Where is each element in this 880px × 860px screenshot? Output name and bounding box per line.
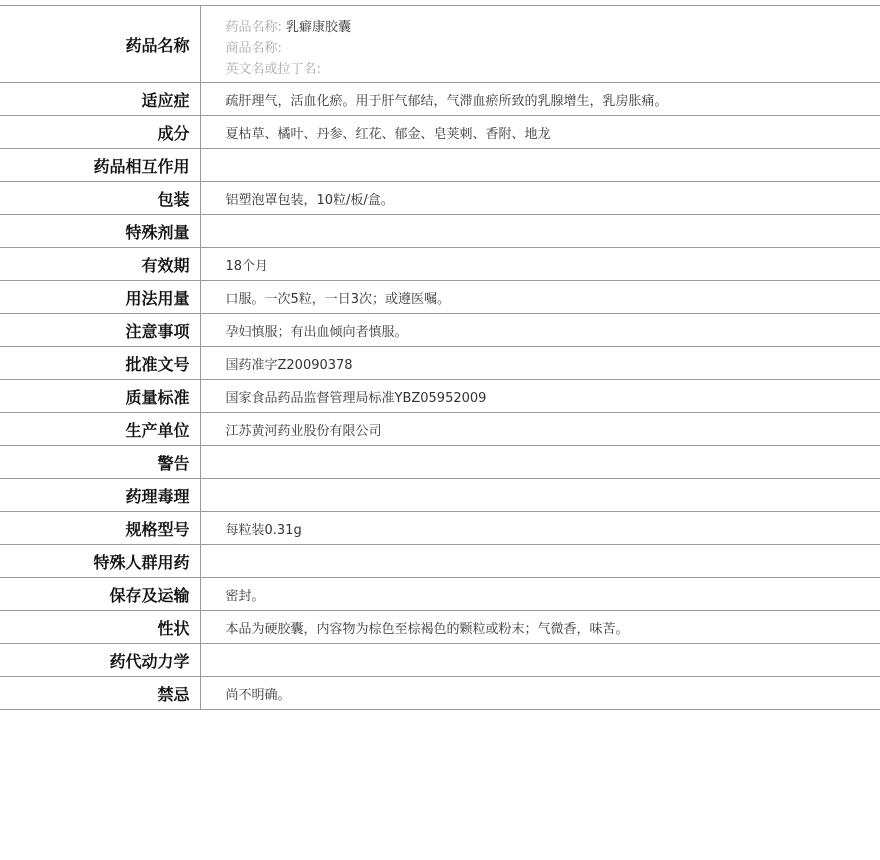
- table-row: [0, 512, 880, 545]
- name-key: 商品名称:: [225, 41, 282, 56]
- row-value: 每粒装0.31g: [200, 512, 880, 545]
- row-value: 尚不明确。: [200, 677, 880, 710]
- row-value: 本品为硬胶囊，内容物为棕色至棕褐色的颗粒或粉末；气微香，味苦。: [200, 611, 880, 644]
- table-row: [0, 215, 880, 248]
- row-label: 成分: [0, 116, 200, 149]
- table-row: [0, 479, 880, 512]
- table-row-drug-name: [0, 6, 880, 83]
- row-value: 铝塑泡罩包装，10粒/板/盒。: [200, 182, 880, 215]
- english-name-line: [226, 59, 880, 80]
- row-label: 用法用量: [0, 281, 200, 314]
- drug-name-line: [226, 17, 880, 38]
- row-label: 保存及运输: [0, 578, 200, 611]
- table-row: [0, 83, 880, 116]
- row-label: 注意事项: [0, 314, 200, 347]
- table-row: [0, 149, 880, 182]
- row-value: [200, 149, 880, 182]
- table-row: [0, 644, 880, 677]
- row-label: 生产单位: [0, 413, 200, 446]
- row-value: [200, 545, 880, 578]
- row-label: 规格型号: [0, 512, 200, 545]
- row-label: 药品相互作用: [0, 149, 200, 182]
- table-row: [0, 677, 880, 710]
- row-label: 禁忌: [0, 677, 200, 710]
- row-label: 质量标准: [0, 380, 200, 413]
- row-label: 有效期: [0, 248, 200, 281]
- row-value: [200, 644, 880, 677]
- row-value: [200, 215, 880, 248]
- row-value: 国药准字Z20090378: [200, 347, 880, 380]
- table-row: [0, 545, 880, 578]
- row-label: 适应症: [0, 83, 200, 116]
- row-value: 孕妇慎服；有出血倾向者慎服。: [200, 314, 880, 347]
- table-row: [0, 182, 880, 215]
- name-value: 乳癖康胶囊: [286, 20, 352, 35]
- row-value: 江苏黄河药业股份有限公司: [200, 413, 880, 446]
- drug-name-cell: [200, 6, 880, 83]
- drug-info-table: [0, 5, 880, 710]
- row-value: 夏枯草、橘叶、丹参、红花、郁金、皂荚刺、香附、地龙: [200, 116, 880, 149]
- table-row: [0, 380, 880, 413]
- row-value: [200, 479, 880, 512]
- row-value: 口服。一次5粒，一日3次；或遵医嘱。: [200, 281, 880, 314]
- row-label: 特殊人群用药: [0, 545, 200, 578]
- table-row: [0, 413, 880, 446]
- table-row: [0, 248, 880, 281]
- table-row: [0, 314, 880, 347]
- row-label: 特殊剂量: [0, 215, 200, 248]
- row-label: 警告: [0, 446, 200, 479]
- table-row: [0, 281, 880, 314]
- row-value: [200, 446, 880, 479]
- row-label: 药代动力学: [0, 644, 200, 677]
- row-value: 密封。: [200, 578, 880, 611]
- table-row: [0, 347, 880, 380]
- row-label: 包装: [0, 182, 200, 215]
- name-key: 英文名或拉丁名:: [225, 62, 321, 77]
- row-label: 性状: [0, 611, 200, 644]
- table-row: [0, 611, 880, 644]
- row-value: 18个月: [200, 248, 880, 281]
- table-row: [0, 446, 880, 479]
- row-value: 国家食品药品监督管理局标准YBZ05952009: [200, 380, 880, 413]
- row-value: 疏肝理气，活血化瘀。用于肝气郁结，气滞血瘀所致的乳腺增生，乳房胀痛。: [200, 83, 880, 116]
- drug-info-body: [0, 6, 880, 710]
- table-row: [0, 578, 880, 611]
- trade-name-line: [226, 38, 880, 59]
- row-label: 药品名称: [0, 6, 200, 83]
- row-label: 药理毒理: [0, 479, 200, 512]
- name-key: 药品名称:: [225, 20, 282, 35]
- table-row: [0, 116, 880, 149]
- row-label: 批准文号: [0, 347, 200, 380]
